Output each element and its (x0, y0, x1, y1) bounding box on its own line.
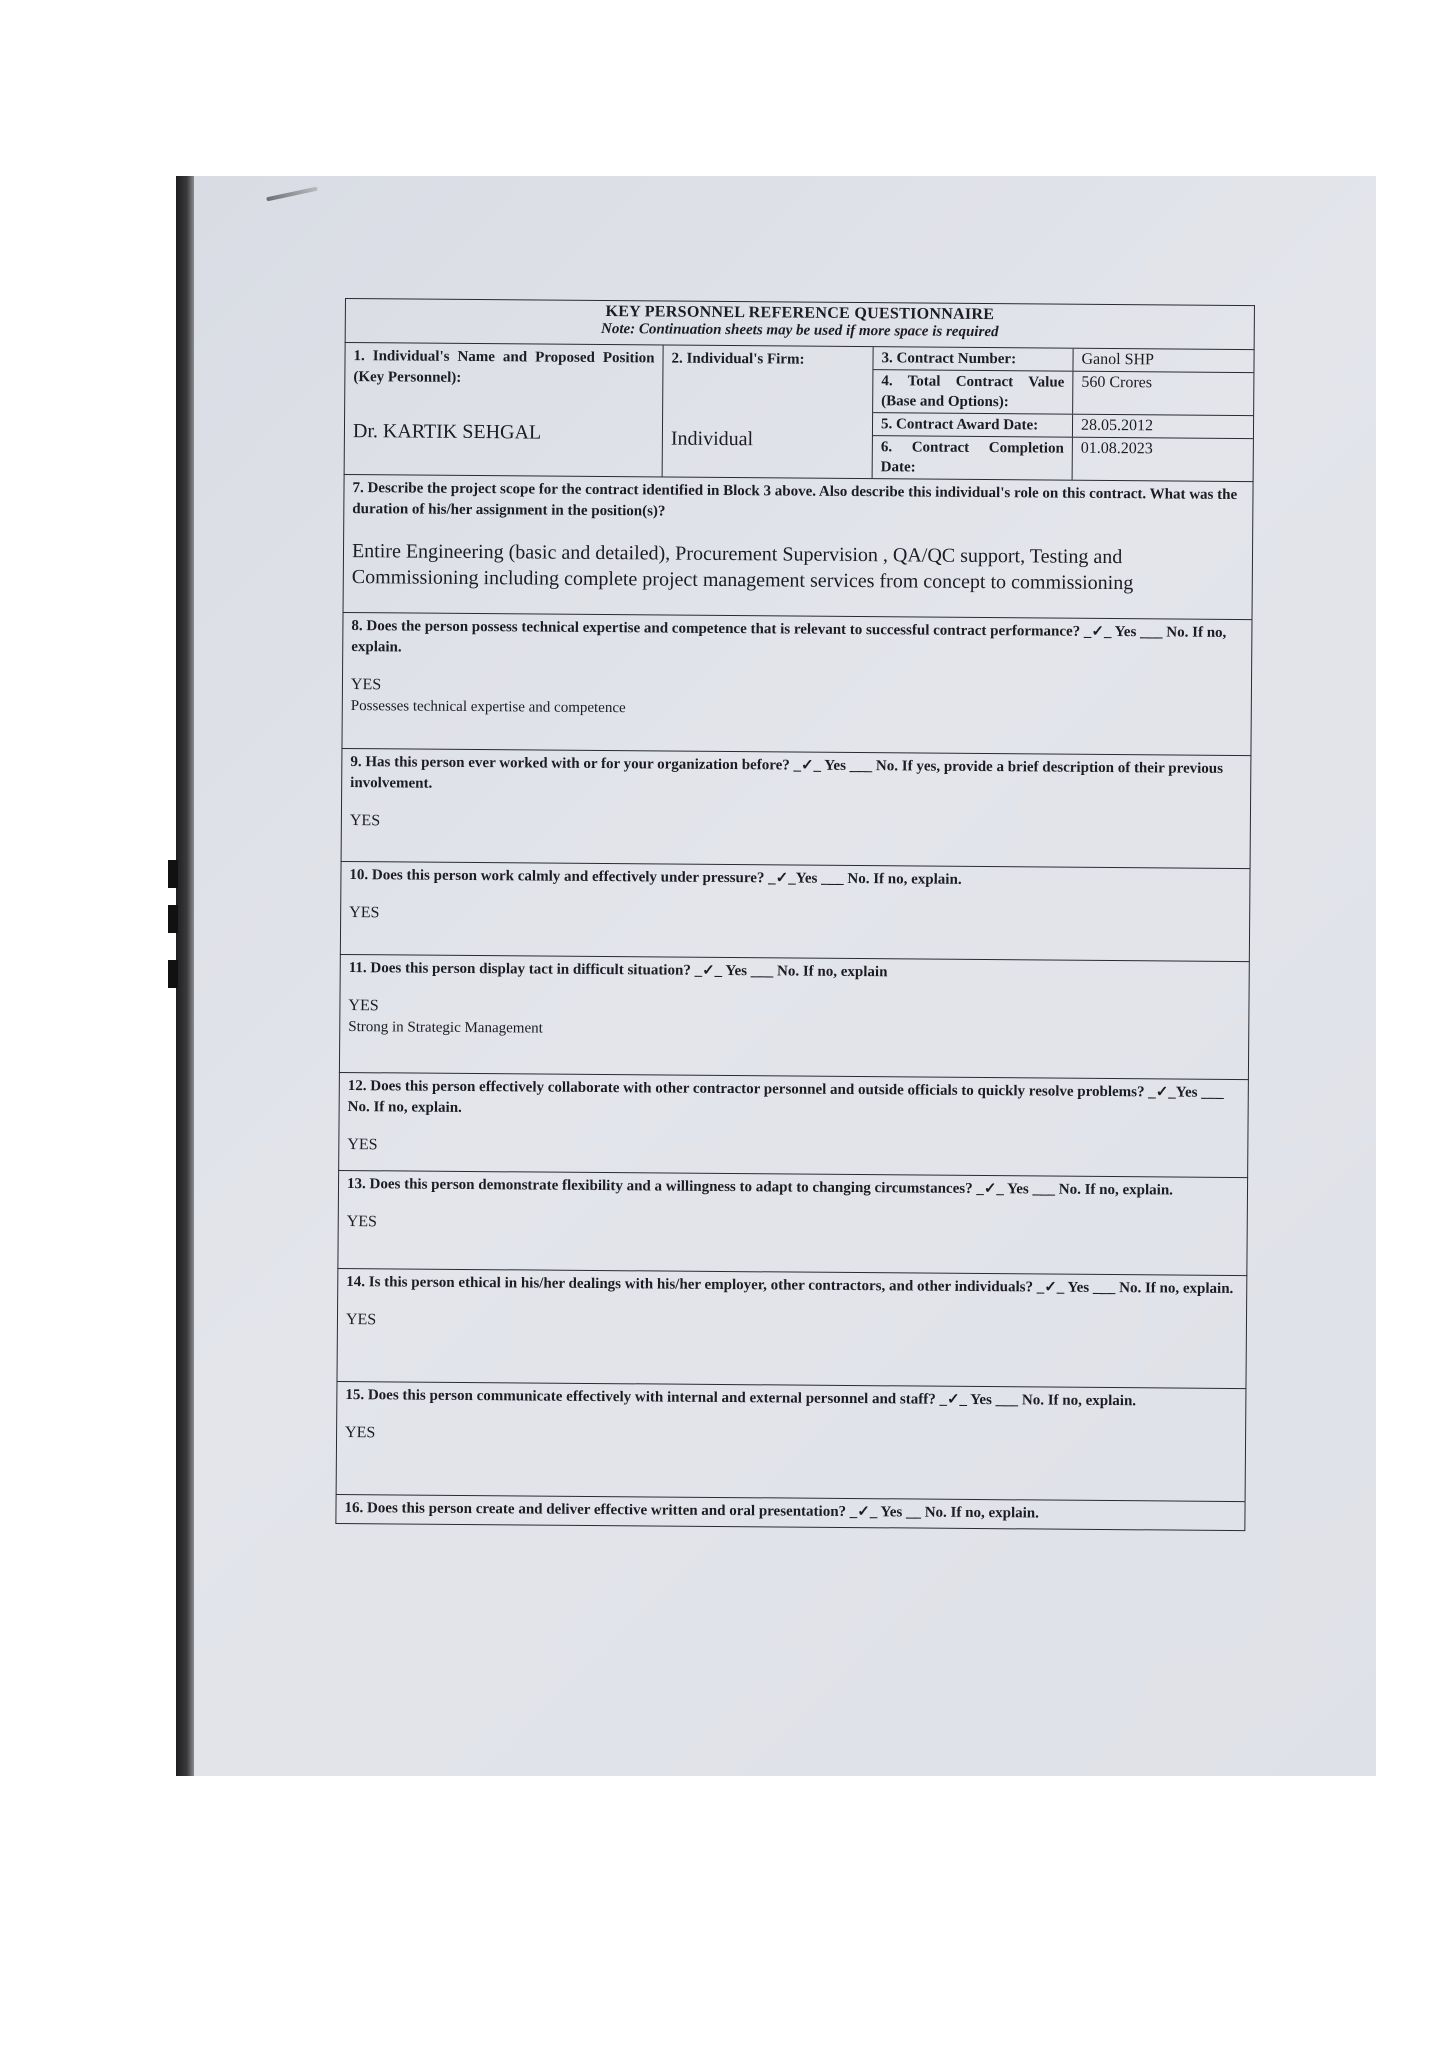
answer-note: Possesses technical expertise and competence (350, 698, 626, 717)
question-answer: YES (345, 1311, 377, 1329)
form-header (345, 298, 1255, 349)
fields-3-6 (873, 347, 1254, 481)
question-15 (336, 1381, 1247, 1501)
field-6-label: 6. Contract Completion Date: (873, 436, 1073, 480)
field-4-value: 560 Crores (1081, 373, 1153, 392)
page-dark-edge (176, 176, 194, 1776)
question-answer: YES (346, 1213, 378, 1231)
field-2-label: 2. Individual's Firm: (671, 350, 805, 368)
field-6-value: 01.08.2023 (1080, 439, 1153, 458)
field-2-value: Individual (670, 427, 754, 451)
question-answer: Entire Engineering (basic and detailed), Procurement Supervision , QA/QC support, Testing and Commissioning including complete project management services from concept to commissioning (351, 540, 1134, 595)
form-note: Note: Continuation sheets may be used if more space is required (600, 321, 999, 341)
question-text: 10. Does this person work calmly and effectively under pressure? _✓_Yes ___ No. If no, explain. (349, 867, 962, 888)
field-5-value: 28.05.2012 (1080, 416, 1154, 435)
question-11 (339, 954, 1250, 1079)
question-answer: YES (350, 676, 382, 694)
field-1 (345, 343, 664, 476)
field-6 (873, 436, 1253, 481)
question-text: 13. Does this person demonstrate flexibility and a willingness to adapt to changing circumstances? _✓_ Yes ___ No. If no, explain. (346, 1176, 1174, 1199)
field-1-value: Dr. KARTIK SEHGAL (352, 420, 542, 444)
field-2 (663, 346, 874, 479)
question-text: 7. Describe the project scope for the contract identified in Block 3 above. Also describe this individual's role on this contract. What was the duration of his/her assignment in the position(s)? (352, 480, 1238, 520)
edge-mark (168, 960, 178, 988)
question-13 (337, 1170, 1248, 1275)
edge-mark (168, 905, 178, 933)
field-4-label: 4. Total Contract Value (Base and Options): (873, 370, 1073, 414)
field-3-value: Ganol SHP (1081, 350, 1155, 369)
edge-mark (168, 860, 178, 888)
question-text: 12. Does this person effectively collaborate with other contractor personnel and outside officials to quickly resolve problems? _✓_Yes ___ No. If no, explain. (347, 1078, 1224, 1116)
info-block (344, 342, 1255, 481)
field-5 (873, 413, 1253, 439)
question-7 (343, 474, 1254, 619)
question-text: 11. Does this person display tact in difficult situation? _✓_ Yes ___ No. If no, explain (348, 960, 888, 981)
question-10 (340, 861, 1251, 961)
answer-note: Strong in Strategic Management (348, 1019, 543, 1037)
question-text: 9. Has this person ever worked with or for your organization before? _✓_ Yes ___ No. If yes, provide a brief description of their previous involvement. (350, 754, 1224, 792)
field-5-label: 5. Contract Award Date: (873, 413, 1073, 437)
question-answer: YES (349, 904, 380, 922)
question-answer: YES (347, 1136, 378, 1154)
field-3 (873, 347, 1253, 373)
question-14 (336, 1268, 1247, 1388)
question-8 (341, 612, 1252, 755)
question-text: 15. Does this person communicate effectively with internal and external personnel and staff? _✓_ Yes ___ No. If no, explain. (345, 1387, 1137, 1410)
form-title: KEY PERSONNEL REFERENCE QUESTIONNAIRE (605, 303, 995, 324)
question-12 (338, 1072, 1249, 1177)
question-text: 16. Does this person create and deliver effective written and oral presentation? _✓_ Yes __ No. If no, explain. (344, 1500, 1039, 1522)
question-answer: YES (349, 812, 381, 830)
questionnaire-form (335, 298, 1255, 1531)
question-text: 14. Is this person ethical in his/her dealings with his/her employer, other contractors, and other individuals? _✓_ Yes ___ No. If no, explain. (346, 1274, 1234, 1298)
question-9 (341, 748, 1252, 868)
field-4 (873, 370, 1253, 416)
question-text: 8. Does the person possess technical expertise and competence that is relevant to successful contract performance? _✓_ Yes ___ No. If no, explain. (351, 618, 1227, 656)
field-3-label: 3. Contract Number: (873, 347, 1073, 371)
question-answer: YES (348, 997, 379, 1015)
field-1-label: 1. Individual's Name and Proposed Position (Key Personnel): (353, 348, 655, 386)
question-answer: YES (345, 1424, 376, 1442)
